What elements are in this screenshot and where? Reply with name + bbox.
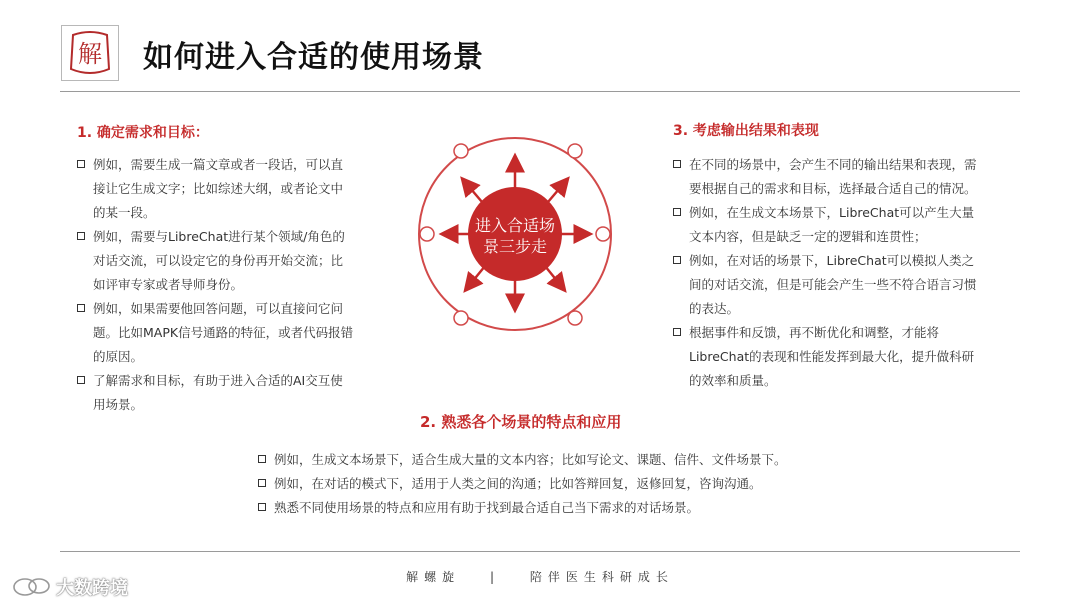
arrow-up-right xyxy=(548,182,565,202)
section-3-heading: 3. 考虑输出结果和表现 xyxy=(673,123,819,139)
list-item-line: 例如，需要与LibreChat进行某个领域/角色的 xyxy=(93,229,345,244)
watermark xyxy=(12,574,128,600)
list-item-line: 例如，在对话的场景下，LibreChat可以模拟人类之 xyxy=(689,253,975,268)
list-item-line: 的表达。 xyxy=(689,301,740,316)
list-item xyxy=(673,249,1008,321)
page-title: 如何进入合适的使用场景 xyxy=(143,40,484,75)
list-item-line: 的原因。 xyxy=(93,349,144,364)
logo-text: 解 xyxy=(78,40,102,68)
list-item xyxy=(258,472,898,496)
list-item-line: 的效率和质量。 xyxy=(689,373,777,388)
list-item xyxy=(673,153,1008,201)
footer xyxy=(0,568,1080,585)
checkbox-bullet-icon xyxy=(77,232,85,240)
list-item-line: 用场景。 xyxy=(93,397,144,412)
list-item-line: 文本内容，但是缺乏一定的逻辑和连贯性； xyxy=(689,229,927,244)
checkbox-bullet-icon xyxy=(673,256,681,264)
arrow-down-right xyxy=(545,266,562,287)
steps-diagram xyxy=(410,130,620,338)
footer-brand: 解螺旋 xyxy=(406,570,461,584)
list-item xyxy=(77,297,377,369)
ring-node-bottom-right xyxy=(568,311,582,325)
list-item-line: 例如，在生成文本场景下，LibreChat可以产生大量 xyxy=(689,205,975,220)
list-item xyxy=(258,448,898,472)
watermark-text: 大数跨境 xyxy=(56,578,128,599)
list-item xyxy=(258,496,898,520)
checkbox-bullet-icon xyxy=(258,479,266,487)
ring-node-left xyxy=(420,227,434,241)
list-item-line: 对话交流，可以设定它的身份再开始交流；比 xyxy=(93,253,344,268)
ring-node-top-left xyxy=(454,144,468,158)
checkbox-bullet-icon xyxy=(673,328,681,336)
checkbox-bullet-icon xyxy=(77,376,85,384)
list-item-line: 接让它生成文字；比如综述大纲，或者论文中 xyxy=(93,181,344,196)
list-item-line: 例如，如果需要他回答问题，可以直接问它问 xyxy=(93,301,344,316)
list-item-line: 间的对话交流，但是可能会产生一些不符合语言习惯 xyxy=(689,277,977,292)
list-item xyxy=(77,225,377,297)
footer-separator: | xyxy=(489,570,501,584)
list-item-line: 了解需求和目标，有助于进入合适的AI交互使 xyxy=(93,373,343,388)
checkbox-bullet-icon xyxy=(258,503,266,511)
checkbox-bullet-icon xyxy=(77,160,85,168)
list-item-line: 根据事件和反馈，再不断优化和调整，才能将 xyxy=(689,325,940,340)
list-item xyxy=(673,321,1008,393)
list-item-line: 在不同的场景中，会产生不同的输出结果和表现，需 xyxy=(689,157,977,172)
list-item-line: 例如，在对话的模式下，适用于人类之间的沟通；比如答辩回复，返修回复，咨询沟通。 xyxy=(274,476,762,491)
list-item-line: 熟悉不同使用场景的特点和应用有助于找到最合适自己当下需求的对话场景。 xyxy=(274,500,700,515)
checkbox-bullet-icon xyxy=(258,455,266,463)
footer-slogan: 陪伴医生科研成长 xyxy=(529,570,674,584)
list-item-line: 例如，需要生成一篇文章或者一段话，可以直 xyxy=(93,157,344,172)
section-2-list xyxy=(258,448,898,520)
ring-node-right xyxy=(596,227,610,241)
ring-node-top-right xyxy=(568,144,582,158)
ring-node-bottom-left xyxy=(454,311,468,325)
section-3-list xyxy=(673,153,1008,393)
list-item-line: 要根据自己的需求和目标，选择最合适自己的情况。 xyxy=(689,181,977,196)
center-text-line-2: 景三步走 xyxy=(482,237,548,256)
list-item-line: LibreChat的表现和性能发挥到最大化，提升做科研 xyxy=(689,349,975,364)
list-item-line: 的某一段。 xyxy=(93,205,156,220)
arrow-down-left xyxy=(468,266,485,287)
section-2-heading: 2. 熟悉各个场景的特点和应用 xyxy=(420,413,622,431)
checkbox-bullet-icon xyxy=(673,160,681,168)
section-1-list xyxy=(77,153,377,417)
list-item-line: 题。比如MAPK信号通路的特征，或者代码报错 xyxy=(93,325,354,340)
top-divider xyxy=(60,91,1020,92)
bottom-divider xyxy=(60,551,1020,552)
list-item-line: 例如，生成文本场景下，适合生成大量的文本内容；比如写论文、课题、信件、文件场景下。 xyxy=(274,452,787,467)
logo xyxy=(61,25,119,81)
center-text-line-1: 进入合适场 xyxy=(474,216,556,235)
arrow-up-left xyxy=(465,182,482,202)
checkbox-bullet-icon xyxy=(77,304,85,312)
seal-logo-icon xyxy=(67,29,113,77)
list-item xyxy=(77,153,377,225)
checkbox-bullet-icon xyxy=(673,208,681,216)
list-item-line: 如评审专家或者导师身份。 xyxy=(93,277,244,292)
list-item xyxy=(77,369,377,417)
section-1-heading: 1. 确定需求和目标： xyxy=(77,125,209,141)
list-item xyxy=(673,201,1008,249)
chat-bubble-icon xyxy=(12,576,52,598)
